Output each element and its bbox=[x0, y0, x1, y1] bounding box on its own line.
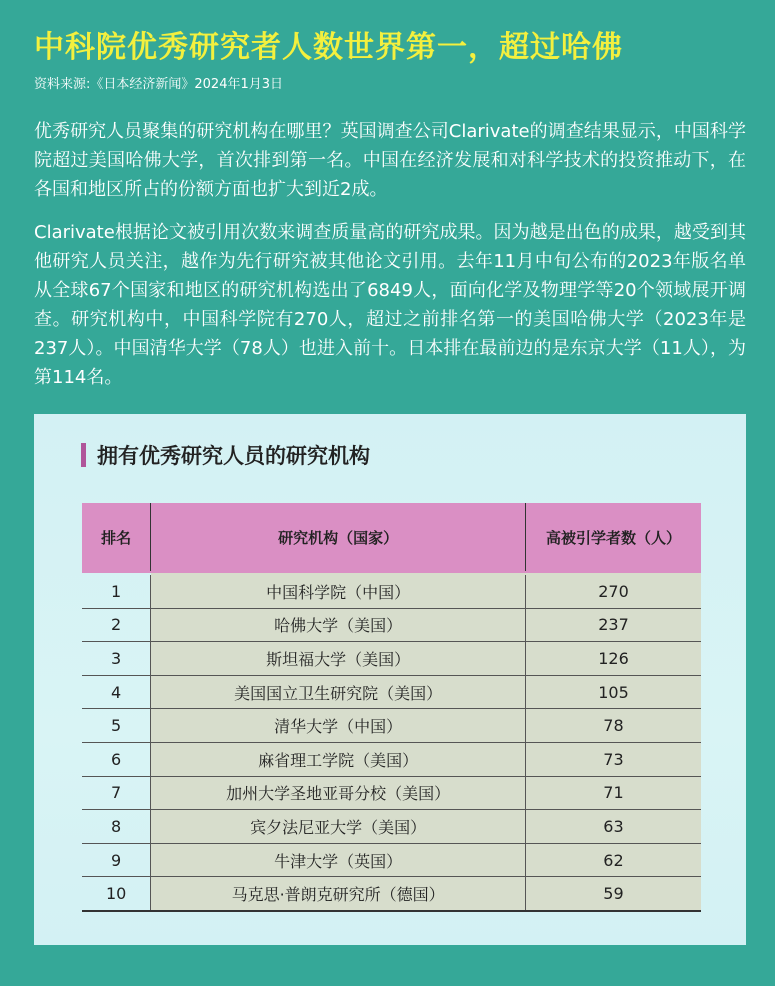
table-header-row bbox=[82, 503, 701, 573]
table-row bbox=[82, 709, 701, 743]
table-row bbox=[82, 608, 701, 642]
article-paragraph-1: 优秀研究人员聚集的研究机构在哪里？英国调查公司Clarivate的调查结果显示，中国科学院超过美国哈佛大学，首次排到第一名。中国在经济发展和对科学技术的投资推动下，在各国和地区所占的份额方面也扩大到近2成。 bbox=[34, 121, 746, 200]
table-row bbox=[82, 742, 701, 776]
institution-cell: 加州大学圣地亚哥分校（美国） bbox=[151, 776, 526, 810]
institution-cell: 哈佛大学（美国） bbox=[151, 608, 526, 642]
title-accent-bar bbox=[81, 443, 86, 467]
page-title: 中科院优秀研究者人数世界第一，超过哈佛 bbox=[34, 30, 623, 65]
rank-cell: 1 bbox=[82, 573, 151, 608]
rank-cell: 4 bbox=[82, 675, 151, 709]
rank-cell: 6 bbox=[82, 742, 151, 776]
rank-cell: 8 bbox=[82, 810, 151, 844]
article-paragraph-2: Clarivate根据论文被引用次数来调查质量高的研究成果。因为越是出色的成果，越受到其他研究人员关注，越作为先行研究被其他论文引用。去年11月中旬公布的2023年版名单从全球67个国家和地区的研究机构选出了6849人，面向化学及物理学等20个领域展开调查。研究机构中，中国科学院有270人，超过之前排名第一的美国哈佛大学（2023年是237人）。中国清华大学（78人）也进入前十。日本排在最前边的是东京大学（11人），为第114名。 bbox=[34, 222, 746, 388]
institution-cell: 牛津大学（英国） bbox=[151, 843, 526, 877]
count-cell: 73 bbox=[525, 742, 701, 776]
rank-cell: 5 bbox=[82, 709, 151, 743]
count-cell: 78 bbox=[525, 709, 701, 743]
rank-cell: 2 bbox=[82, 608, 151, 642]
count-cell: 105 bbox=[525, 675, 701, 709]
rank-cell: 9 bbox=[82, 843, 151, 877]
institution-cell: 清华大学（中国） bbox=[151, 709, 526, 743]
ranking-panel bbox=[34, 414, 746, 945]
table-row bbox=[82, 810, 701, 844]
table-row bbox=[82, 843, 701, 877]
panel-title bbox=[81, 440, 370, 470]
institution-cell: 美国国立卫生研究院（美国） bbox=[151, 675, 526, 709]
count-cell: 59 bbox=[525, 877, 701, 911]
table-row bbox=[82, 675, 701, 709]
header-institution: 研究机构（国家） bbox=[151, 503, 526, 573]
source-note: 资料来源:《日本经济新闻》2024年1月3日 bbox=[34, 77, 284, 92]
ranking-table bbox=[82, 503, 701, 912]
header-count: 高被引学者数（人） bbox=[525, 503, 701, 573]
institution-cell: 马克思·普朗克研究所（德国） bbox=[151, 877, 526, 911]
institution-cell: 麻省理工学院（美国） bbox=[151, 742, 526, 776]
count-cell: 62 bbox=[525, 843, 701, 877]
count-cell: 237 bbox=[525, 608, 701, 642]
institution-cell: 中国科学院（中国） bbox=[151, 573, 526, 608]
count-cell: 126 bbox=[525, 642, 701, 676]
panel-title-text: 拥有优秀研究人员的研究机构 bbox=[97, 444, 370, 468]
count-cell: 63 bbox=[525, 810, 701, 844]
rank-cell: 3 bbox=[82, 642, 151, 676]
institution-cell: 宾夕法尼亚大学（美国） bbox=[151, 810, 526, 844]
table-row bbox=[82, 573, 701, 608]
count-cell: 71 bbox=[525, 776, 701, 810]
table-row bbox=[82, 642, 701, 676]
rank-cell: 10 bbox=[82, 877, 151, 911]
table-row bbox=[82, 877, 701, 911]
header-rank: 排名 bbox=[82, 503, 151, 573]
count-cell: 270 bbox=[525, 573, 701, 608]
institution-cell: 斯坦福大学（美国） bbox=[151, 642, 526, 676]
table-row bbox=[82, 776, 701, 810]
rank-cell: 7 bbox=[82, 776, 151, 810]
